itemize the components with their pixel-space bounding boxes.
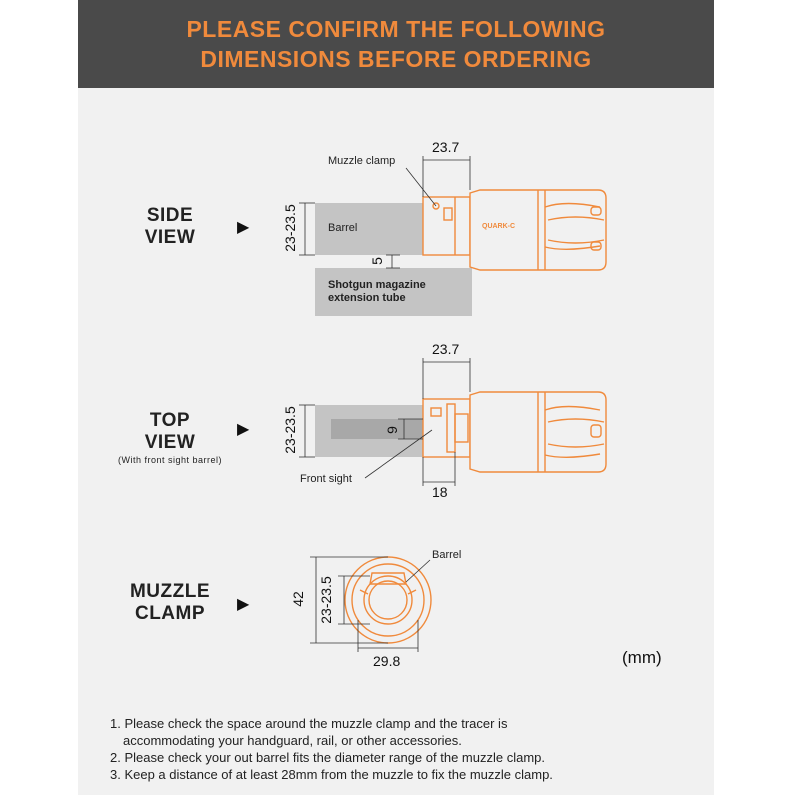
top-dim-bottom: 18 [432,484,448,500]
top-view-arrow-icon: ▶ [237,421,250,438]
muzzle-dim-width: 29.8 [373,653,401,669]
muzzle-clamp-title-line1: MUZZLE [129,581,211,602]
note-3: 3. Keep a distance of at least 28mm from the muzzle to fix the muzzle clamp. [110,767,553,782]
muzzle-clamp-title [118,581,222,625]
side-view-title-line2: VIEW [144,227,196,248]
top-dim-barrel: 23-23.5 [282,406,298,454]
muzzle-dim-inner: 23-23.5 [318,576,334,624]
top-view-title [108,410,232,466]
header-title-line1: PLEASE CONFIRM THE FOLLOWING [186,16,606,42]
side-muzzle-clamp-label: Muzzle clamp [328,155,396,167]
side-view-arrow-icon: ▶ [237,219,250,236]
side-barrel-label: Barrel [328,222,358,234]
side-tube-label-line1: Shotgun magazine [328,279,426,291]
top-dim-top: 23.7 [432,341,460,357]
header-title-line2: DIMENSIONS BEFORE ORDERING [200,46,592,72]
top-view-drawing [299,358,606,486]
note-1-line2: accommodating your handguard, rail, or other accessories. [123,733,462,748]
side-dim-top: 23.7 [432,139,460,155]
note-2: 2. Please check your out barrel fits the diameter range of the muzzle clamp. [110,750,545,765]
top-view-title-line1: TOP [149,410,191,431]
top-front-sight-label: Front sight [300,473,352,485]
side-view-title [128,205,212,249]
muzzle-clamp-title-line2: CLAMP [134,603,206,624]
top-view-subtitle: (With front sight barrel) [117,455,223,465]
side-dim-barrel: 23-23.5 [282,204,298,252]
note-1-line1: 1. Please check the space around the muzzle clamp and the tracer is [110,716,508,731]
side-tube-label-line2: extension tube [328,292,406,304]
unit-label: (mm) [622,648,662,667]
top-clamp-outline [423,392,606,472]
side-dim-gap: 5 [369,257,385,265]
muzzle-dim-outer: 42 [290,591,306,607]
side-clamp-outline [423,190,606,270]
muzzle-clamp-arrow-icon: ▶ [237,596,250,613]
top-dim-sight: 9 [384,426,400,434]
top-view-title-line2: VIEW [144,432,196,453]
top-front-sight [331,419,423,439]
side-product-text: QUARK-C [482,223,516,230]
side-view-title-line1: SIDE [146,205,194,226]
muzzle-barrel-label: Barrel [432,549,462,561]
